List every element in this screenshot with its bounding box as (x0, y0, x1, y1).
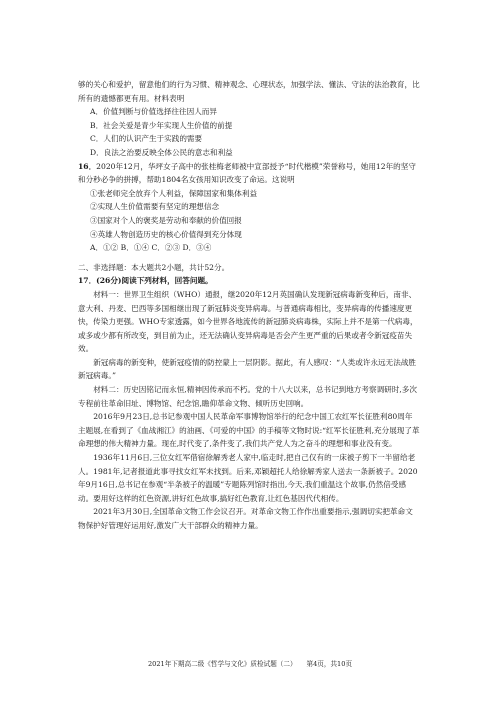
q16-choices: A．①② B．①④ C．②③ D．③④ (90, 243, 212, 253)
q16-stem: 2020年12月，华坪女子高中的张桂梅老师被中宣部授予“时代楷模”荣誉称号，她用12年的坚守和分秒必争的拼搏，帮助1804名女孩用知识改变了命运。这说明 (78, 161, 416, 185)
q16-statement-2: ②实现人生价值需要有坚定的理想信念 (90, 202, 220, 212)
material2-paragraph: 2021年3月30日,全国革命文物工作会议召开。对革命文物工作作出重要指示,强调切实把革命文物保护好管理好运用好,激发广大干部群众的精神力量。 (78, 507, 413, 530)
material2-paragraph: 2016年9月23日,总书记参观中国人民革命军事博物馆举行的纪念中国工农红军长征胜利80周年主题展,在看到了《血战湘江》的油画、《可爱的中国》的手稿等文物时说:“红军长征胜利,充分展现了革命理想的伟大精神力量。现在,时代变了,条件变了,我们共产党人为之奋斗的理想和事业没有变。 (78, 412, 420, 449)
material2-paragraph: 1936年11月6日,三位女红军借宿徐解秀老人家中,临走时,把自己仅有的一床被子剪下一半留给老人。1981年,记者报道此事寻找女红军未找到。后来,邓颖超托人给徐解秀家人送去一条新被子。2020年9月16日,总书记在参观“半条被子的温暖”专题陈列馆时指出,今天,我们重温这个故事,仍然倍受感动。要用好这样的红色资源,讲好红色故事,搞好红色教育,让红色基因代代相传。 (78, 453, 418, 503)
exam-content (78, 78, 420, 533)
q16-statement-4: ④英雄人物创造历史的核心价值得到充分体现 (90, 229, 242, 239)
q16-statement-3: ③国家对个人的褒奖是劳动和奉献的价值回报 (90, 215, 242, 225)
q15-option-b: B．社会关爱是青少年实现人生价值的前提 (90, 120, 233, 130)
q17-title: 17．(26分)阅读下列材料，回答问题。 (78, 276, 213, 286)
q15-option-a: A．价值判断与价值选择往往因人而异 (90, 107, 217, 117)
q16-number: 16． (78, 161, 97, 171)
page-footer: 2021年下期高二级《哲学与文化》质检试题（二） 第4页，共10页 (147, 660, 353, 668)
q16-statement-1: ①张老师完全放弃个人利益，保障国家和集体利益 (90, 188, 258, 198)
material1-paragraph: 新冠病毒的新变种，使新冠疫情的防控蒙上一层阴影。据此，有人感叹：“人类或许永远无法战胜新冠病毒。” (78, 357, 417, 381)
q15-option-c: C．人们的认识产生于实践的需要 (90, 134, 203, 144)
section2-heading: 二、非选择题：本大题共2小题，共计52分。 (78, 262, 230, 272)
q15-option-d: D．良法之治要反映全体公民的意志和利益 (90, 147, 233, 157)
material1-paragraph: 材料一：世界卫生组织（WHO）通报，继2020年12月英国确认发现新冠病毒新变种后，南非、意大利、丹麦、巴西等多国相继出现了新冠肺炎变异病毒。与普通病毒相比，变异病毒的传播速度更快，传染力更强。WHO专家透露，如今世界各地流传的新冠肺炎病毒株，实际上并不是第一代病毒，或多或少都有所改变，到目前为止，还无法确认变异病毒是否会产生更严重的后果或者令新冠疫苗失效。 (78, 289, 418, 354)
q15-continuation: 够的关心和爱护，留意他们的行为习惯、精神观念、心理状态，加强学法、懂法、守法的法治教育，比所有的遗憾都更有用。材料表明 (78, 80, 420, 103)
q16-question (78, 160, 420, 187)
material2-paragraph: 材料二：历史因铭记而永恒,精神因传承而不朽。党的十八大以来，总书记到地方考察调研时,多次专程前往革命旧址、博物馆、纪念馆,瞻仰革命文物、倾听历史回响。 (78, 385, 417, 408)
